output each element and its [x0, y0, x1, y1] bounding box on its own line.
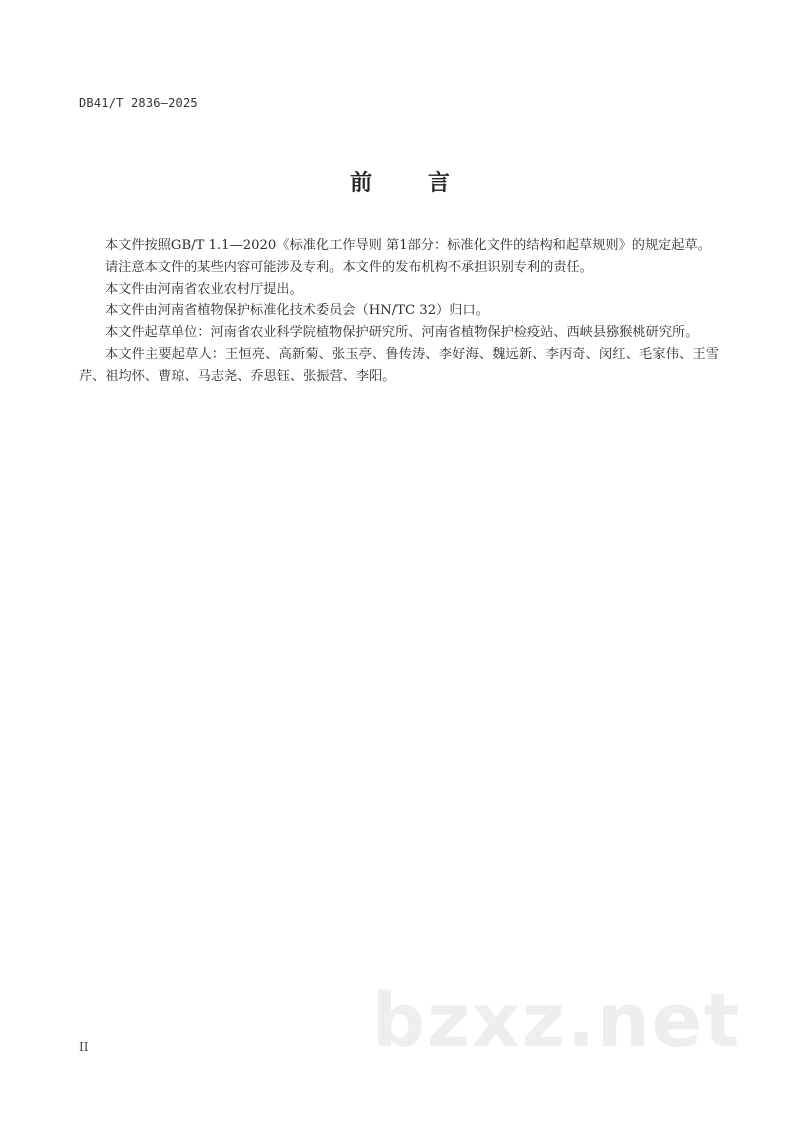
watermark: bzxz.net	[372, 978, 742, 1064]
page-title: 前 言	[350, 171, 474, 196]
page-number: II	[79, 1040, 89, 1054]
paragraph-patent-notice: 请注意本文件的某些内容可能涉及专利。本文件的发布机构不承担识别专利的责任。	[105, 259, 593, 275]
paragraph-technical-committee: 本文件由河南省植物保护标准化技术委员会（HN/TC 32）归口。	[105, 303, 489, 319]
paragraph-drafting-rules: 本文件按照GB/T 1.1—2020《标准化工作导则 第1部分：标准化文件的结构和起草规则》的规定起草。	[105, 238, 711, 253]
paragraph-proposer: 本文件由河南省农业农村厅提出。	[105, 281, 303, 297]
standard-code: DB41/T 2836—2025	[79, 96, 198, 110]
paragraph-drafting-units: 本文件起草单位：河南省农业科学院植物保护研究所、河南省植物保护检疫站、西峡县猕猴桃研究所。	[105, 325, 699, 341]
foreword-body	[79, 235, 719, 388]
paragraph-drafters: 本文件主要起草人：王恒亮、高新菊、张玉亭、鲁传涛、李好海、魏远新、李丙奇、闵红、毛家伟、王雪芹、祖均怀、曹琼、马志尧、乔思钰、张振营、李阳。	[79, 346, 719, 384]
